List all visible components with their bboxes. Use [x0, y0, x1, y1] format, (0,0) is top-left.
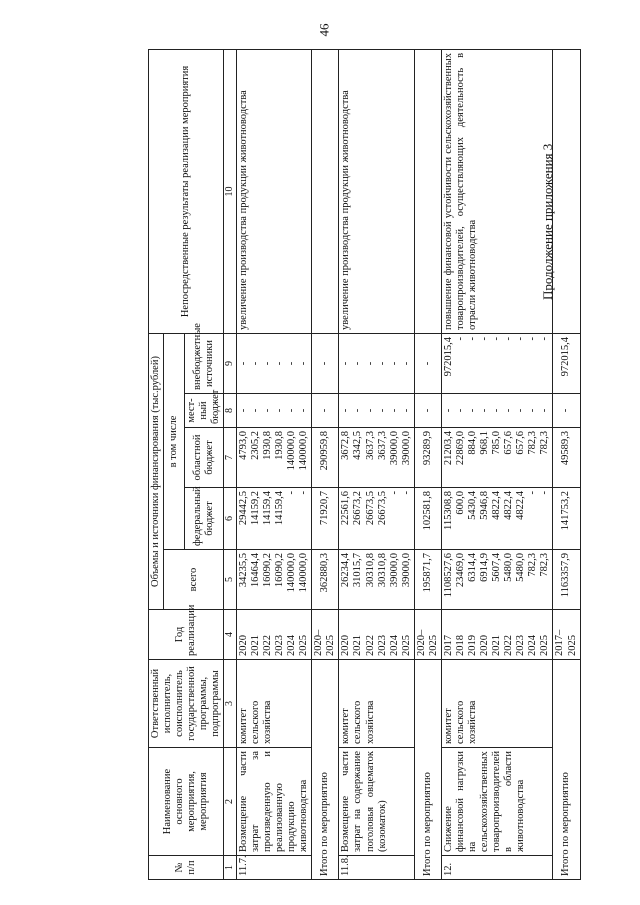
table-row-total [553, 49, 580, 879]
header-including: в том числе [164, 333, 185, 549]
row-sum-federal: 71920,7 [312, 488, 339, 550]
row-result: увеличение производства продукции животноводства [339, 49, 414, 333]
header-regional: областной бюджет [185, 428, 224, 488]
index-cell: 7 [224, 428, 237, 488]
row-sum-extra: - [312, 333, 339, 393]
row-sum-result [414, 49, 441, 333]
row-sum-result [312, 49, 339, 333]
row-num: 12. [441, 856, 553, 880]
row-sum-regional: 49589,3 [553, 428, 580, 488]
index-cell: 6 [224, 488, 237, 550]
page-number: 46 [316, 23, 332, 37]
row-local: - - - - - - [339, 394, 414, 428]
continuation-note: Продолжение приложения 3 [540, 143, 555, 300]
row-total: 34235,5 16464,4 16090,2 16090,2 140000,0 140000,0 [236, 550, 311, 610]
row-local: - - - - - - [236, 394, 311, 428]
row-regional: 3672,8 4342,5 3637,3 3637,3 39000,0 39000,0 [339, 428, 414, 488]
index-cell: 3 [224, 660, 237, 748]
row-sum-total: 1163357,9 [553, 550, 580, 610]
index-cell: 1 [224, 856, 237, 880]
row-years: 2020 2021 2022 2023 2024 2025 [236, 610, 311, 660]
row-name: Возмещение части затрат за произведенную и реализованную продукцию животноводства [236, 748, 311, 856]
index-cell: 10 [224, 49, 237, 333]
row-sum-federal: 102581,8 [414, 488, 441, 550]
row-total: 1108527,6 23469,0 6314,4 6914,9 5607,4 5480,0 5480,0 782,3 782,3 [441, 550, 553, 610]
header-name: Наименование основного мероприятия, мероприятия [149, 748, 224, 856]
row-sum-federal: 141753,2 [553, 488, 580, 550]
header-federal: федеральный бюджет [185, 488, 224, 550]
row-num: 11.8. [339, 856, 414, 880]
row-sum-total: 195871,7 [414, 550, 441, 610]
row-regional: 21203,4 22869,0 884,0 968,1 785,0 657,6 657,6 782,3 782,3 [441, 428, 553, 488]
row-name: Снижение финансовой нагрузки на сельскохозяйственных товаропроизводителей в области животноводства [441, 748, 553, 856]
header-total: всего [164, 550, 224, 610]
index-cell: 5 [224, 550, 237, 610]
index-cell: 4 [224, 610, 237, 660]
row-sum-result [553, 49, 580, 333]
row-result: увеличение производства продукции животноводства [236, 49, 311, 333]
header-executor: Ответственный исполнитель, соисполнитель государственной программы, подпрограммы [149, 660, 224, 748]
index-cell: 2 [224, 748, 237, 856]
row-executor: комитет сельского хозяйства [339, 660, 414, 748]
table-row [441, 49, 553, 879]
row-local: - - - - - - - - - [441, 394, 553, 428]
row-sum-extra: 972015,4 [553, 333, 580, 393]
row-num: 11.7. [236, 856, 311, 880]
row-years: 2020 2021 2022 2023 2024 2025 [339, 610, 414, 660]
index-cell: 9 [224, 333, 237, 393]
row-sum-label: Итого по мероприятию [414, 660, 441, 880]
row-total: 26234,4 31015,7 30310,8 30310,8 39000,0 39000,0 [339, 550, 414, 610]
row-sum-label: Итого по мероприятию [553, 660, 580, 880]
row-regional: 4793,0 2305,2 1930,8 1930,8 140000,0 140000,0 [236, 428, 311, 488]
row-sum-regional: 93289,9 [414, 428, 441, 488]
row-sum-label: Итого по мероприятию [312, 660, 339, 880]
index-cell: 8 [224, 394, 237, 428]
row-result: повышение финансовой устойчивости сельскохозяйственных товаропроизводителей, осуществляющих деятельность в отрасли животноводства [441, 49, 553, 333]
row-sum-years: 2020–2025 [414, 610, 441, 660]
header-extra: внебюджетные источники [185, 333, 224, 393]
row-federal: 22561,6 26673,2 26673,5 26673,5 - - [339, 488, 414, 550]
row-name: Возмещение части затрат на содержание поголовья овцематок (козоматок) [339, 748, 414, 856]
row-sum-years: 2020–2025 [312, 610, 339, 660]
header-result: Непосредственные результаты реализации мероприятия [149, 49, 224, 333]
row-sum-local: - [553, 394, 580, 428]
header-num: № п/п [149, 856, 224, 880]
row-extra: 972015,4 - - - - - - - - [441, 333, 553, 393]
row-federal: 115308,8 600,0 5430,4 5946,8 4822,4 4822,4 4822,4 - - [441, 488, 553, 550]
row-extra: - - - - - - [236, 333, 311, 393]
table-row-total [312, 49, 339, 879]
header-year: Год реализации [149, 610, 224, 660]
row-sum-regional: 290959,8 [312, 428, 339, 488]
rotated-table-wrapper [148, 50, 581, 880]
row-years: 2017 2018 2019 2020 2021 2022 2023 2024 2025 [441, 610, 553, 660]
row-sum-local: - [414, 394, 441, 428]
row-executor: комитет сельского хозяйства [236, 660, 311, 748]
row-federal: 29442,5 14159,2 14159,4 14159,4 - - [236, 488, 311, 550]
header-funding: Объемы и источники финансирования (тыс.рублей) [149, 333, 164, 609]
table-row [236, 49, 311, 879]
header-local: мест-ный бюджет [185, 394, 224, 428]
row-sum-local: - [312, 394, 339, 428]
funding-table [148, 49, 581, 880]
row-executor: комитет сельского хозяйства [441, 660, 553, 748]
row-sum-extra: - [414, 333, 441, 393]
row-sum-years: 2017–2025 [553, 610, 580, 660]
table-row-total [414, 49, 441, 879]
row-sum-total: 362880,3 [312, 550, 339, 610]
row-extra: - - - - - - [339, 333, 414, 393]
table-row [339, 49, 414, 879]
